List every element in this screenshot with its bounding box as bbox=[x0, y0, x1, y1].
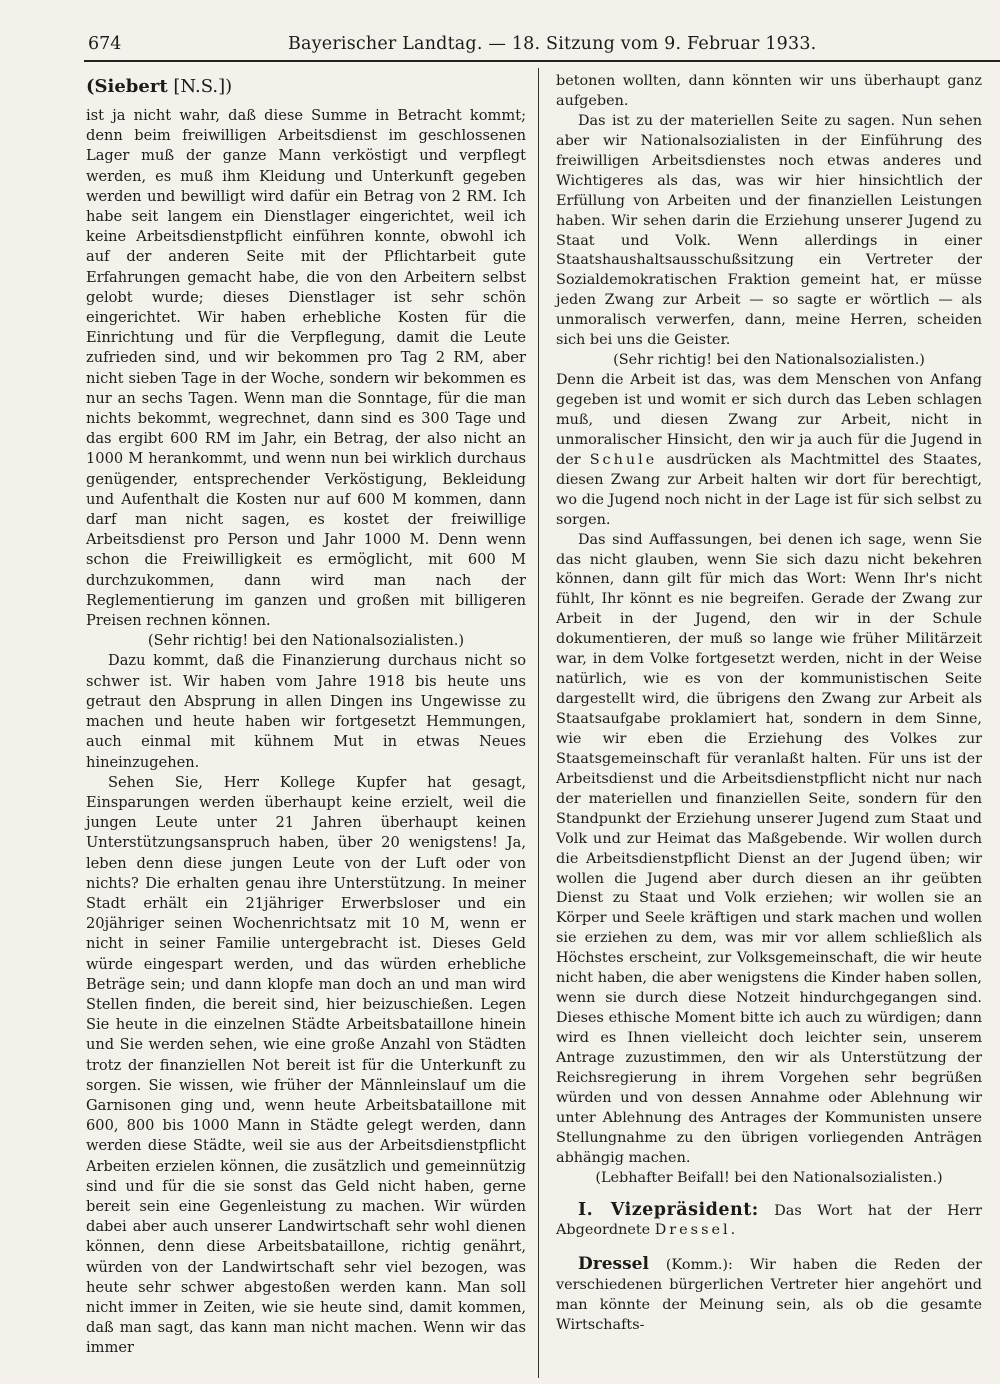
interjection: (Lebhafter Beifall! bei den Nationalsozialisten.) bbox=[595, 1169, 943, 1186]
page-header bbox=[88, 32, 817, 56]
interjection: (Sehr richtig! bei den Nationalsozialisten.) bbox=[613, 352, 925, 369]
paragraph bbox=[556, 1255, 982, 1336]
speaker-name: Dressel bbox=[578, 1254, 649, 1275]
running-title: Bayerischer Landtag. — 18. Sitzung vom 9. Februar 1933. bbox=[288, 34, 817, 54]
right-column bbox=[556, 72, 982, 1336]
speaker-party: [N.S.]) bbox=[167, 76, 233, 97]
paragraph: Dazu kommt, daß die Finanzierung durchaus nicht so schwer ist. Wir haben vom Jahre 1918 bis heute uns getraut den Absprung in allen Dingen ins Ungewisse zu machen und heute haben wir fortgesetzt Hemmungen, auch einmal mit kühnem Mut in etwas Neues hineinzugehen. bbox=[86, 652, 526, 771]
interjection: (Sehr richtig! bei den Nationalsozialisten.) bbox=[147, 632, 465, 650]
paragraph bbox=[556, 371, 982, 531]
left-column bbox=[86, 72, 526, 1359]
paragraph: ist ja nicht wahr, daß diese Summe in Betracht kommt; denn beim freiwilligen Arbeitsdienst im geschlossenen Lager muß der ganze Mann verköstigt und verpflegt werden, es muß ihm Kleidung und Unterkunft gegeben werden und bewilligt wird dafür ein Betrag von 2 RM. Ich habe seit langem ein Dienstlager eingerichtet, weil ich keine Arbeitsdienstpflicht einführen konnte, obwohl ich auf der anderen Seite mit der Pflichtarbeit gute Erfahrungen gemacht habe, die von den Arbeitern selbst gelobt wurde; dieses Dienstlager ist sehr schön eingerichtet. Wir haben erhebliche Kosten für die Einrichtung und für die Verpflegung, damit die Leute zufrieden sind, und wir bekommen pro Tag 2 RM, aber nicht sieben Tage in der Woche, sondern wir bekommen es nur an sechs Tagen. Wenn man die Sonntage, für die man nichts bekommt, wegrechnet, dann sind es 300 Tage und das ergibt 600 RM im Jahr, ein Betrag, der also nicht an 1000 M herankommt, und wenn nun bei wirklich durchaus genügender, entsprechender Verköstigung, Bekleidung und Aufenthalt die Kosten nur auf 600 M kommen, dann darf man nicht sagen, es kostet der freiwillige Arbeitsdienst pro Person und Jahr 1000 M. Denn wenn schon die Freiwilligkeit es ermöglicht, mit 600 M durchzukommen, dann wird man nach der Reglementierung im ganzen und großen mit billigeren Preisen rechnen können. bbox=[86, 107, 526, 630]
paragraph: Das ist zu der materiellen Seite zu sagen. Nun sehen aber wir Nationalsozialisten in der Einführung des freiwilligen Arbeitsdienstes noch etwas anderes und Wichtigeres als das, was wir hier hinsichtlich der Erfüllung von Arbeiten und der finanziellen Leistungen haben. Wir sehen darin die Erziehung unserer Jugend zu Staat und Volk. Wenn allerdings in einer Staatshaushaltsausschußsitzung ein Vertreter der Sozialdemokratischen Fraktion gemeint hat, er müsse jeden Zwang zur Arbeit — so sagte er wörtlich — als unmoralisch verwerfen, dann, meine Herren, scheiden sich bei uns die Geister. bbox=[556, 112, 982, 349]
paragraph: Sehen Sie, Herr Kollege Kupfer hat gesagt, Einsparungen werden überhaupt keine erzielt, weil die jungen Leute unter 21 Jahren überhaupt keinen Unterstützungsanspruch haben, über 20 wenigstens! Ja, leben denn diese jungen Leute von der Luft oder von nichts? Die erhalten genau ihre Unterstützung. In meiner Stadt erhält ein 21jähriger Erwerbsloser und ein 20jähriger seinen Wochenrichtsatz mit 10 M, wenn er nicht in seiner Familie untergebracht ist. Dieses Geld würde eingespart werden, und das würden erhebliche Beträge sein; und dann klopfe man doch an und man wird Stellen finden, die bereit sind, hier beizuschießen. Legen Sie heute in die einzelnen Städte Arbeitsbataillone hinein und Sie werden sehen, wie eine große Anzahl von Städten trotz der finanziellen Not bereit ist für die Unterkunft zu sorgen. Sie wissen, wie früher der Männleinslauf um die Garnisonen ging und, wenn heute Arbeitsbataillone mit 600, 800 bis 1000 Mann in Städte gelegt werden, dann werden diese Städte, weil sie aus der Arbeitsdienstpflicht Arbeiten erzielen können, die zusätzlich und gemeinnützig sind und für die sie sonst das Geld nicht haben, gerne bereit sein eine Gegenleistung zu machen. Wir würden dabei aber auch unserer Landwirtschaft sehr wohl dienen können, denn diese Arbeitsbataillone, richtig genährt, würden von der Landwirtschaft sehr viel bezogen, was heute sehr schwer abgestoßen werden kann. Man soll nicht immer in Zeiten, wie sie heute sind, damit kommen, daß man sagt, das kann man nicht machen. Wenn wir das immer bbox=[86, 773, 526, 1357]
speaker-name: (Siebert bbox=[86, 76, 168, 97]
page-number: 674 bbox=[88, 34, 122, 54]
vice-president-statement bbox=[556, 1201, 982, 1242]
vice-president-text: Das Wort hat der Herr Abgeordnete bbox=[556, 1202, 982, 1239]
column-divider bbox=[538, 68, 539, 1378]
paragraph-text: Denn die Arbeit ist das, was dem Menschen von Anfang gegeben ist und womit er sich durch das Leben schlagen muß, und diesen Zwang zur Arbeit, nicht in unmoralischer Hinsicht, den wir ja auch für die Jugend in der bbox=[556, 372, 982, 468]
paragraph: betonen wollten, dann könnten wir uns überhaupt ganz aufgeben. bbox=[556, 73, 982, 109]
speaker-called: Dressel. bbox=[654, 1222, 739, 1239]
paragraph: Das sind Auffassungen, bei denen ich sage, wenn Sie das nicht glauben, wenn Sie sich dazu nicht bekehren können, dann gilt für mich das Wort: Wenn Ihr's nicht fühlt, Ihr könnt es nie begreifen. Gerade der Zwang zur Arbeit in der Jugend, den wir in der Schule dokumentieren, der muß so lange wie früher Militärzeit war, in dem Volke fortgesetzt werden, nicht in der Weise natürlich, wie es von der kommunistischen Seite dargestellt wird, die übrigens den Zwang zur Arbeit als Staatsaufgabe proklamiert hat, sondern in dem Sinne, wie wir eben die Erziehung des Volkes zur Staatsgemeinschaft für veranlaßt halten. Für uns ist der Arbeitsdienst und die Arbeitsdienstpflicht nicht nur nach der materiellen und finanziellen Seite, sondern für den Standpunkt der Erziehung unserer Jugend zum Staat und Volk und zur Heimat das Maßgebende. Wir wollen durch die Arbeitsdienstpflicht Dienst an der Jugend üben; wir wollen die Jugend aber durch diesen an ihr geübten Dienst zu Staat und Volk erziehen; wir wollen sie an Körper und Seele kräftigen und stark machen und wollen sie erziehen zu dem, was mir vor allem schließlich als Höchstes erscheint, zur Volksgemeinschaft, die wir heute nicht haben, die aber wenigstens die Kinder haben sollen, wenn sie durch diese Notzeit hindurchgegangen sind. Dieses ethische Moment bitte ich auch zu würdigen; dann wird es Ihnen vielleicht doch leichter sein, unserem Antrage zuzustimmen, den wir als Unterstützung der Reichsregierung in ihrem Vorgehen sehr begrüßen würden und von dessen Annahme oder Ablehnung wir unter Ablehnung des Antrages der Kommunisten unsere Stellungnahme zu den übrigen vorliegenden Anträgen abhängig machen. bbox=[556, 531, 982, 1166]
emphasized-word: Schule bbox=[589, 451, 658, 468]
header-rule bbox=[84, 60, 1000, 62]
speaker-heading bbox=[86, 72, 526, 102]
paragraph-text: ausdrücken als Machtmittel des Staates, diesen Zwang zur Arbeit halten wir dort für berechtigt, wo die Jugend noch nicht in der Lage ist für sich selbst zu sorgen. bbox=[556, 451, 982, 528]
vice-president-label: I. Vizepräsident: bbox=[578, 1199, 759, 1220]
paragraph-text: (Komm.): Wir haben die Reden der verschiedenen bürgerlichen Vertreter hier angehört und man könnte der Meinung sein, als ob die gesamte Wirtschafts- bbox=[556, 1257, 982, 1334]
